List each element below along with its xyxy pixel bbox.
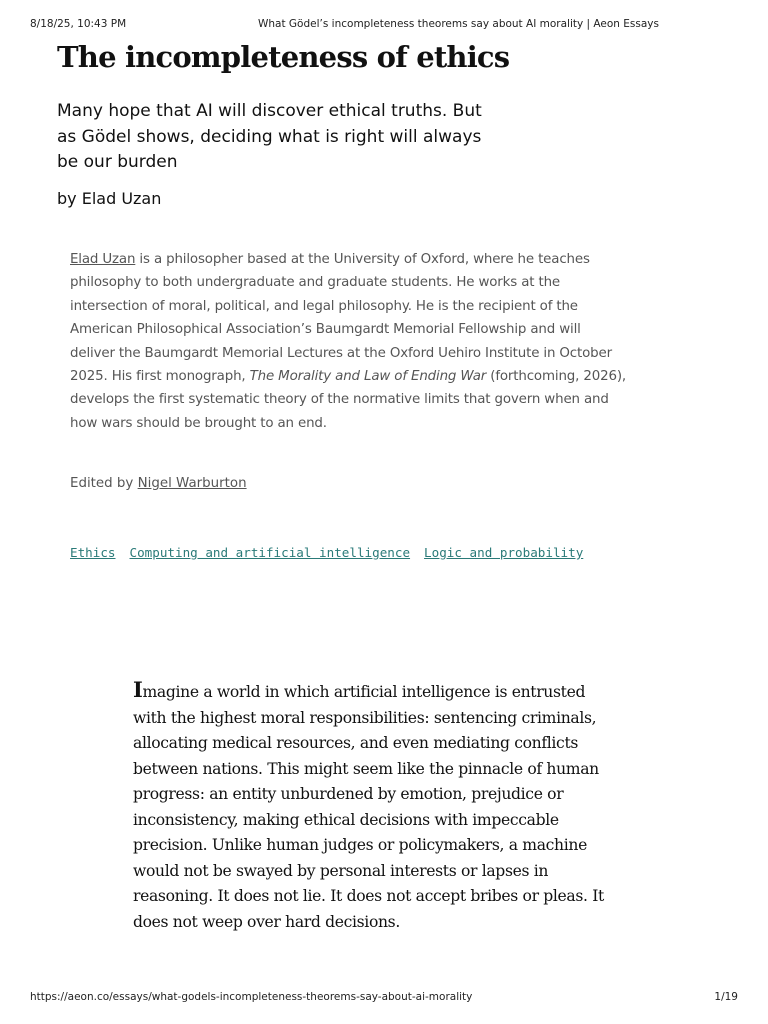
- edited-by: [70, 476, 247, 491]
- tag-computing-ai[interactable]: Computing and artificial intelligence: [129, 545, 411, 560]
- bio-text: (forthcoming, 2026),: [486, 369, 626, 385]
- tag-ethics[interactable]: Ethics: [70, 545, 116, 560]
- print-document-title: What Gödel’s incompleteness theorems say about AI morality | Aeon Essays: [258, 18, 659, 30]
- bio-line: intersection of moral, political, and legal philosophy. He is the recipient of the: [70, 298, 578, 314]
- body-line: [133, 677, 623, 706]
- edited-by-label: Edited by: [70, 476, 138, 491]
- body-line: reasoning. It does not lie. It does not accept bribes or pleas. It: [133, 887, 604, 905]
- bio-line: [70, 248, 645, 271]
- bio-line: [70, 365, 645, 388]
- tag-logic-probability[interactable]: Logic and probability: [424, 545, 584, 560]
- body-line: inconsistency, making ethical decisions with impeccable: [133, 810, 559, 829]
- body-line: does not weep over hard decisions.: [133, 912, 400, 931]
- bio-line: philosophy to both undergraduate and graduate students. He works at the: [70, 275, 560, 291]
- article-title: The incompleteness of ethics: [57, 40, 510, 74]
- bio-line: American Philosophical Association’s Baumgardt Memorial Fellowship and will: [70, 322, 581, 338]
- body-line: progress: an entity unburdened by emotion, prejudice or: [133, 785, 564, 803]
- body-text: magine a world in which artificial intelligence is entrusted: [142, 683, 586, 701]
- body-line: between nations. This might seem like the pinnacle of human: [133, 759, 599, 778]
- author-link[interactable]: Elad Uzan: [70, 252, 136, 267]
- bio-text: is a philosopher based at the University of Oxford, where he teaches: [135, 252, 590, 267]
- book-title: The Morality and Law of Ending War: [249, 369, 487, 385]
- dropcap: I: [133, 677, 143, 702]
- print-header: [30, 18, 738, 32]
- body-line: with the highest moral responsibilities: sentencing criminals,: [133, 708, 597, 727]
- article-standfirst: Many hope that AI will discover ethical truths. But as Gödel shows, deciding what is right will always be our burden: [57, 101, 482, 172]
- print-date: 8/18/25, 10:43 PM: [30, 18, 127, 30]
- body-line: allocating medical resources, and even mediating conflicts: [133, 734, 579, 752]
- bio-text: 2025. His first monograph,: [70, 369, 250, 385]
- body-line: precision. Unlike human judges or policymakers, a machine: [133, 836, 587, 854]
- print-url: https://aeon.co/essays/what-godels-incompleteness-theorems-say-about-ai-morality: [30, 991, 473, 1003]
- article-byline: by Elad Uzan: [57, 189, 162, 208]
- print-footer: [30, 991, 738, 1005]
- editor-link[interactable]: Nigel Warburton: [137, 476, 247, 491]
- page-number: 1/19: [714, 991, 738, 1003]
- bio-line: deliver the Baumgardt Memorial Lectures at the Oxford Uehiro Institute in October: [70, 345, 612, 361]
- bio-line: how wars should be brought to an end.: [70, 415, 327, 431]
- bio-line: develops the first systematic theory of the normative limits that govern when and: [70, 392, 609, 408]
- topic-tags: [70, 545, 597, 560]
- author-bio: [70, 248, 645, 435]
- article-body: [133, 677, 623, 935]
- body-line: would not be swayed by personal interests or lapses in: [133, 861, 549, 880]
